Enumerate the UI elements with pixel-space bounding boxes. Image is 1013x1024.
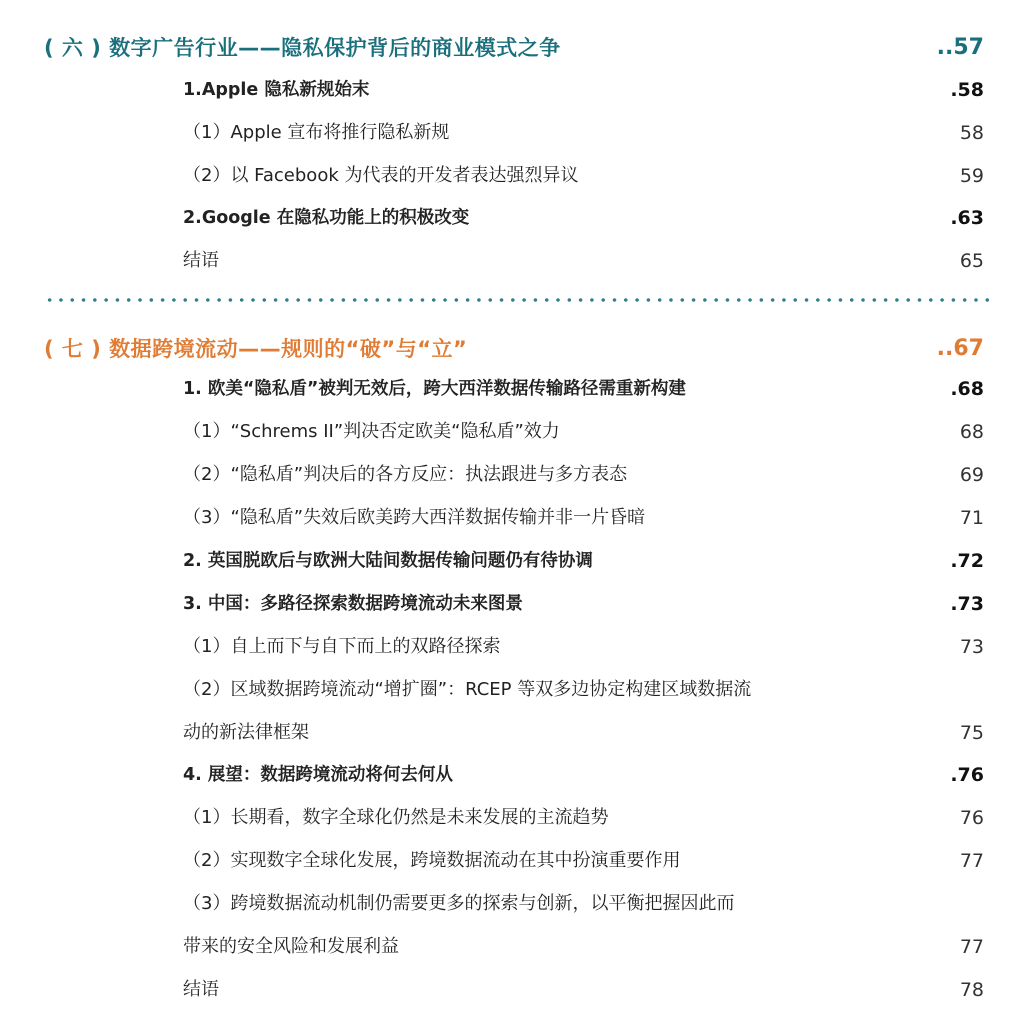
toc-entry-label: 带来的安全风险和发展利益 [183, 936, 399, 957]
toc-entry-page: .76 [950, 764, 984, 786]
toc-entry-label: 2. 英国脱欧后与欧洲大陆间数据传输问题仍有待协调 [183, 551, 593, 571]
toc-entry-page: .72 [950, 550, 984, 572]
toc-entry-label: 3. 中国：多路径探索数据跨境流动未来图景 [183, 594, 523, 614]
toc-entry[interactable] [0, 546, 1013, 576]
toc-entry-label: 1. 欧美“隐私盾”被判无效后，跨大西洋数据传输路径需重新构建 [183, 379, 686, 399]
section-heading-6[interactable] [0, 33, 1013, 63]
toc-entry-page: .68 [950, 378, 984, 400]
section-title: ( 六 ) 数字广告行业——隐私保护背后的商业模式之争 [44, 36, 561, 60]
toc-entry[interactable] [0, 161, 1013, 191]
toc-entry[interactable] [0, 374, 1013, 404]
toc-entry-page: 77 [959, 936, 984, 958]
toc-entry-page: 73 [959, 636, 984, 658]
toc-entry-label: 动的新法律框架 [183, 722, 309, 743]
toc-entry[interactable] [0, 417, 1013, 447]
toc-entry-page: 68 [959, 421, 984, 443]
toc-entry[interactable] [0, 460, 1013, 490]
toc-entry-label: （2）以 Facebook 为代表的开发者表达强烈异议 [183, 165, 579, 186]
toc-entry[interactable] [0, 203, 1013, 233]
toc-entry[interactable] [0, 760, 1013, 790]
section-page-number: ..67 [936, 336, 984, 361]
section-heading-7[interactable] [0, 334, 1013, 364]
toc-entry[interactable] [0, 118, 1013, 148]
toc-entry-page: .63 [950, 207, 984, 229]
toc-entry-page: 77 [959, 850, 984, 872]
toc-entry-page: 58 [959, 122, 984, 144]
toc-entry-label: 4. 展望：数据跨境流动将何去何从 [183, 765, 453, 785]
toc-entry-page: 75 [959, 722, 984, 744]
toc-entry[interactable] [0, 975, 1013, 1005]
toc-entry-label: （3）“隐私盾”失效后欧美跨大西洋数据传输并非一片昏暗 [183, 507, 646, 528]
toc-entry-label: （1）长期看，数字全球化仍然是未来发展的主流趋势 [183, 807, 609, 828]
toc-entry[interactable] [0, 846, 1013, 876]
toc-entry-label: （1）自上而下与自下而上的双路径探索 [183, 636, 501, 657]
toc-entry[interactable] [0, 246, 1013, 276]
toc-entry-label: 结语 [183, 979, 219, 1000]
toc-entry-label: 结语 [183, 250, 219, 271]
toc-entry-page: 78 [959, 979, 984, 1001]
toc-entry-label: （3）跨境数据流动机制仍需要更多的探索与创新，以平衡把握因此而 [183, 893, 735, 914]
toc-entry-label: 2.Google 在隐私功能上的积极改变 [183, 208, 470, 228]
toc-entry[interactable] [0, 75, 1013, 105]
toc-entry-label: （2）实现数字全球化发展，跨境数据流动在其中扮演重要作用 [183, 850, 681, 871]
toc-entry[interactable] [0, 889, 1013, 919]
toc-entry-page: .58 [950, 79, 984, 101]
toc-entry-page: 59 [959, 165, 984, 187]
toc-entry-label: （1）“Schrems II”判决否定欧美“隐私盾”效力 [183, 421, 560, 442]
section-page-number: ..57 [936, 35, 984, 60]
toc-entry-page: .73 [950, 593, 984, 615]
toc-entry-label: （2）区域数据跨境流动“增扩圈”：RCEP 等双多边协定构建区域数据流 [183, 679, 752, 700]
toc-entry-page: 76 [959, 807, 984, 829]
toc-entry-label: （2）“隐私盾”判决后的各方反应：执法跟进与多方表态 [183, 464, 628, 485]
section-title: ( 七 ) 数据跨境流动——规则的“破”与“立” [44, 337, 468, 361]
toc-entry-label: （1）Apple 宣布将推行隐私新规 [183, 122, 450, 143]
toc-entry[interactable] [0, 932, 1013, 962]
toc-entry-page: 65 [959, 250, 984, 272]
toc-entry[interactable] [0, 589, 1013, 619]
toc-entry[interactable] [0, 803, 1013, 833]
toc-entry[interactable] [0, 503, 1013, 533]
toc-entry-page: 71 [959, 507, 984, 529]
toc-entry-page: 69 [959, 464, 984, 486]
toc-entry-label: 1.Apple 隐私新规始末 [183, 80, 370, 100]
dotted-divider [44, 298, 989, 302]
toc-entry[interactable] [0, 718, 1013, 748]
toc-entry[interactable] [0, 632, 1013, 662]
toc-entry[interactable] [0, 675, 1013, 705]
